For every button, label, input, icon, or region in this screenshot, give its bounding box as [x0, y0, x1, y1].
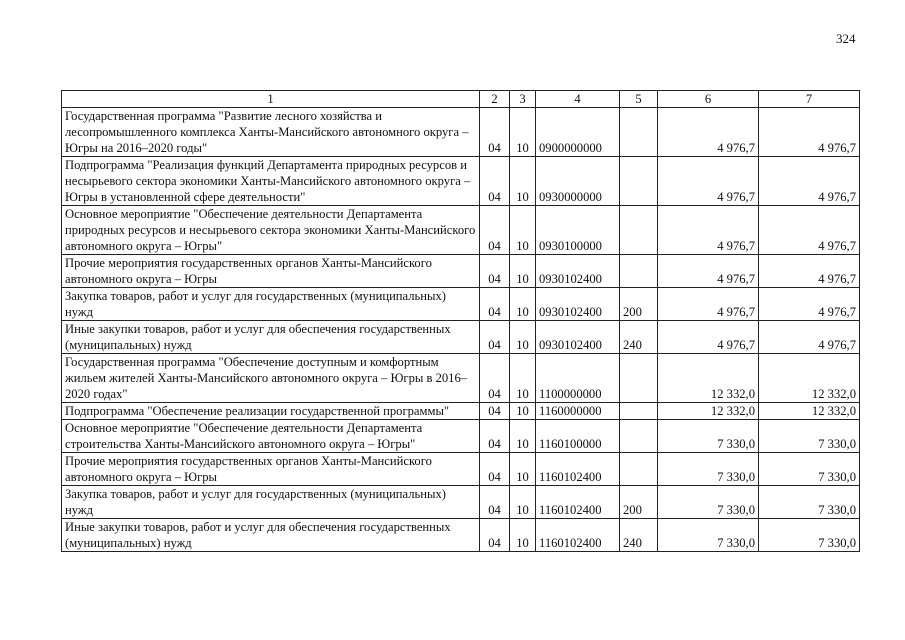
expense-type-cell: [620, 403, 658, 420]
row-name-cell: Государственная программа "Обеспечение доступным и комфортным жильем жителей Ханты-Мансийского автономного округа – Югры в 2016–2020 годах": [62, 354, 480, 403]
table-row: [62, 420, 860, 453]
target-article-cell: 1160102400: [536, 453, 620, 486]
header-col-5: 5: [620, 91, 658, 108]
header-col-4: 4: [536, 91, 620, 108]
amount-col-6-cell: 7 330,0: [658, 519, 759, 552]
amount-col-7-cell: 7 330,0: [759, 486, 860, 519]
amount-col-6-cell: 12 332,0: [658, 354, 759, 403]
table-row: [62, 157, 860, 206]
row-name-cell: Прочие мероприятия государственных органов Ханты-Мансийского автономного округа – Югры: [62, 255, 480, 288]
subsection-code-cell: 10: [510, 206, 536, 255]
amount-col-7-cell: 4 976,7: [759, 255, 860, 288]
amount-col-7-cell: 7 330,0: [759, 453, 860, 486]
section-code-cell: 04: [480, 321, 510, 354]
header-col-7: 7: [759, 91, 860, 108]
row-name-cell: Иные закупки товаров, работ и услуг для обеспечения государственных (муниципальных) нужд: [62, 321, 480, 354]
section-code-cell: 04: [480, 255, 510, 288]
header-col-3: 3: [510, 91, 536, 108]
target-article-cell: 0930102400: [536, 321, 620, 354]
row-name-cell: Основное мероприятие "Обеспечение деятельности Департамента строительства Ханты-Мансийского автономного округа – Югры": [62, 420, 480, 453]
subsection-code-cell: 10: [510, 486, 536, 519]
expense-type-cell: [620, 157, 658, 206]
subsection-code-cell: 10: [510, 453, 536, 486]
amount-col-6-cell: 7 330,0: [658, 420, 759, 453]
expense-type-cell: 200: [620, 288, 658, 321]
table-row: [62, 288, 860, 321]
subsection-code-cell: 10: [510, 403, 536, 420]
target-article-cell: 0930102400: [536, 288, 620, 321]
expense-type-cell: 240: [620, 321, 658, 354]
amount-col-6-cell: 12 332,0: [658, 403, 759, 420]
table-row: [62, 354, 860, 403]
target-article-cell: 0930000000: [536, 157, 620, 206]
target-article-cell: 0930100000: [536, 206, 620, 255]
section-code-cell: 04: [480, 206, 510, 255]
table-row: [62, 255, 860, 288]
expense-type-cell: [620, 420, 658, 453]
expense-type-cell: 240: [620, 519, 658, 552]
section-code-cell: 04: [480, 108, 510, 157]
amount-col-7-cell: 7 330,0: [759, 519, 860, 552]
amount-col-6-cell: 4 976,7: [658, 288, 759, 321]
target-article-cell: 1160102400: [536, 519, 620, 552]
section-code-cell: 04: [480, 486, 510, 519]
expense-type-cell: [620, 255, 658, 288]
subsection-code-cell: 10: [510, 288, 536, 321]
row-name-cell: Государственная программа "Развитие лесного хозяйства и лесопромышленного комплекса Ханты-Мансийского автономного округа – Югры на 2016–2020 годы": [62, 108, 480, 157]
section-code-cell: 04: [480, 403, 510, 420]
amount-col-7-cell: 4 976,7: [759, 288, 860, 321]
table-row: [62, 403, 860, 420]
section-code-cell: 04: [480, 288, 510, 321]
page-number: 324: [836, 31, 856, 46]
table-row: [62, 321, 860, 354]
header-row: [62, 91, 860, 108]
amount-col-6-cell: 4 976,7: [658, 108, 759, 157]
amount-col-7-cell: 7 330,0: [759, 420, 860, 453]
header-col-2: 2: [480, 91, 510, 108]
section-code-cell: 04: [480, 420, 510, 453]
table-row: [62, 206, 860, 255]
row-name-cell: Иные закупки товаров, работ и услуг для обеспечения государственных (муниципальных) нужд: [62, 519, 480, 552]
target-article-cell: 1160102400: [536, 486, 620, 519]
amount-col-7-cell: 12 332,0: [759, 403, 860, 420]
row-name-cell: Основное мероприятие "Обеспечение деятельности Департамента природных ресурсов и несырьевого сектора экономики Ханты-Мансийского автономного округа – Югры": [62, 206, 480, 255]
amount-col-6-cell: 4 976,7: [658, 206, 759, 255]
amount-col-6-cell: 7 330,0: [658, 486, 759, 519]
expense-type-cell: [620, 453, 658, 486]
expense-type-cell: [620, 206, 658, 255]
row-name-cell: Подпрограмма "Реализация функций Департамента природных ресурсов и несырьевого сектора экономики Ханты-Мансийского автономного округа – Югры в установленной сфере деятельности": [62, 157, 480, 206]
section-code-cell: 04: [480, 354, 510, 403]
amount-col-7-cell: 4 976,7: [759, 206, 860, 255]
row-name-cell: Подпрограмма "Обеспечение реализации государственной программы": [62, 403, 480, 420]
subsection-code-cell: 10: [510, 354, 536, 403]
amount-col-6-cell: 4 976,7: [658, 321, 759, 354]
expense-type-cell: [620, 108, 658, 157]
budget-table: [61, 90, 860, 552]
amount-col-7-cell: 4 976,7: [759, 321, 860, 354]
subsection-code-cell: 10: [510, 420, 536, 453]
row-name-cell: Закупка товаров, работ и услуг для государственных (муниципальных) нужд: [62, 288, 480, 321]
row-name-cell: Закупка товаров, работ и услуг для государственных (муниципальных) нужд: [62, 486, 480, 519]
amount-col-6-cell: 4 976,7: [658, 255, 759, 288]
subsection-code-cell: 10: [510, 519, 536, 552]
header-col-1: 1: [62, 91, 480, 108]
amount-col-6-cell: 4 976,7: [658, 157, 759, 206]
section-code-cell: 04: [480, 453, 510, 486]
target-article-cell: 0930102400: [536, 255, 620, 288]
header-col-6: 6: [658, 91, 759, 108]
subsection-code-cell: 10: [510, 157, 536, 206]
target-article-cell: 1160000000: [536, 403, 620, 420]
amount-col-6-cell: 7 330,0: [658, 453, 759, 486]
section-code-cell: 04: [480, 157, 510, 206]
target-article-cell: 1160100000: [536, 420, 620, 453]
section-code-cell: 04: [480, 519, 510, 552]
target-article-cell: 0900000000: [536, 108, 620, 157]
target-article-cell: 1100000000: [536, 354, 620, 403]
amount-col-7-cell: 4 976,7: [759, 157, 860, 206]
table-row: [62, 453, 860, 486]
subsection-code-cell: 10: [510, 255, 536, 288]
amount-col-7-cell: 4 976,7: [759, 108, 860, 157]
table-row: [62, 486, 860, 519]
expense-type-cell: [620, 354, 658, 403]
amount-col-7-cell: 12 332,0: [759, 354, 860, 403]
table-row: [62, 108, 860, 157]
table-row: [62, 519, 860, 552]
row-name-cell: Прочие мероприятия государственных органов Ханты-Мансийского автономного округа – Югры: [62, 453, 480, 486]
subsection-code-cell: 10: [510, 321, 536, 354]
expense-type-cell: 200: [620, 486, 658, 519]
subsection-code-cell: 10: [510, 108, 536, 157]
